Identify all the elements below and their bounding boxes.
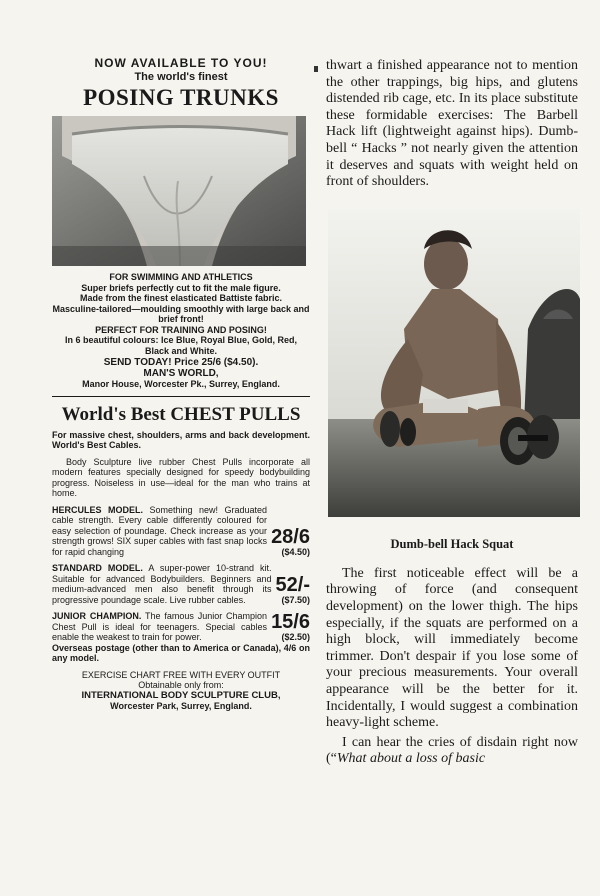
obtainable: Obtainable only from: [138,680,224,690]
company-address: Manor House, Worcester Pk., Surrey, England. [82,379,280,389]
standard-usd: ($7.50) [281,594,310,605]
margin-mark [314,66,318,72]
hercules-usd: ($4.50) [281,546,310,557]
ad-title: POSING TRUNKS [83,85,279,110]
junior-price: 15/6 [271,611,310,633]
standard-name: STANDARD MODEL. [52,563,143,573]
ad-headline: NOW AVAILABLE TO YOU! [94,56,268,70]
photo-caption: Dumb-bell Hack Squat [390,536,514,551]
colours-line: In 6 beautiful colours: Ice Blue, Royal Blue, Gold, Red, Black and White. [64,335,298,356]
company-name: MAN'S WORLD, [143,367,219,379]
para3-italic: What about a loss of basic [336,751,486,767]
hercules-model [52,505,310,558]
overseas-postage: Overseas postage (other than to America or Canada), 4/6 on any model. [52,642,310,663]
send-line: SEND TODAY! Price 25/6 ($4.50). [103,357,259,368]
article-paragraph-3 [326,735,578,768]
standard-text: A super-power 10-strand kit. Suitable for advanced Bodybuilders. Beginners and medium-advanced men also benefit through its progressive poundage scale. Live rubber cables. [52,563,272,605]
article-column [326,58,578,768]
junior-name: JUNIOR CHAMPION. [52,611,142,621]
junior-text: The famous Junior Champion Chest Pull is ideal for teenagers. Special cables enable the weakest to train for power. [52,611,268,642]
junior-model [52,611,310,643]
hack-squat-illustration [328,209,580,517]
standard-price: 52/- [275,573,310,596]
hercules-text: Something new! Graduated cable strength. Every cable differently coloured for easy selection of poundage. Check increase as your strength grows! SIX super cables with fast snap locks for rapid changing [52,504,268,557]
ad-subtitle: FOR SWIMMING AND ATHLETICS [109,272,253,282]
feature-2: Made from the finest elasticated Battiste fabric. [79,293,283,303]
posing-trunks-photo [52,116,306,266]
hercules-name: HERCULES MODEL. [52,504,143,515]
perfect-line: PERFECT FOR TRAINING AND POSING! [95,324,267,335]
ad-subheadline: The world's finest [134,71,228,83]
hack-squat-photo [328,209,580,517]
exercise-chart: EXERCISE CHART FREE WITH EVERY OUTFIT [81,669,281,680]
para3-start: I can hear the cries of disdain right now (“ [326,734,578,767]
feature-3: Masculine-tailored—moulding smoothly with large back and brief front! [52,303,310,324]
chest-body: Body Sculpture live rubber Chest Pulls incorporate all modern features specially designed for speedy bodybuilding progress. Noiseless in use—ideal for the man who trains at home. [52,456,310,498]
club-address: Worcester Park, Surrey, England. [110,701,252,711]
hercules-price: 28/6 [271,525,310,548]
divider [52,396,310,397]
standard-model [52,563,310,605]
advertisement-column [52,56,310,712]
feature-1: Super briefs perfectly cut to fit the male figure. [81,282,281,293]
chest-pulls-title: World's Best CHEST PULLS [61,403,301,425]
chest-intro: For massive chest, shoulders, arms and back development. World's Best Cables. [52,429,310,450]
junior-usd: ($2.50) [281,632,310,642]
article-paragraph-2: The first noticeable effect will be a throwing of force (and consequent development) on the lower thigh. The hips especially, if the squats are performed on a high block, will immediately become trimmer. Don't despair if you lose some of your precious measurements. Your overall appearance will be the better for it. Incidentally, I would suggest a combination heavy-light scheme. [326,565,578,731]
article-paragraph-1: thwart a finished appearance not to mention the other trappings, big hips, and glutens distended rib cage, etc. In its place substitute these formidable exercises: The Barbell Hack lift (lightweight against hips). Dumb-bell “ Hacks ” not nearly given the attention it deserves and squats with weight held on front of shoulders. [326,58,578,190]
club-name: INTERNATIONAL BODY SCULPTURE CLUB, [81,689,281,701]
posing-trunks-illustration [52,116,306,266]
